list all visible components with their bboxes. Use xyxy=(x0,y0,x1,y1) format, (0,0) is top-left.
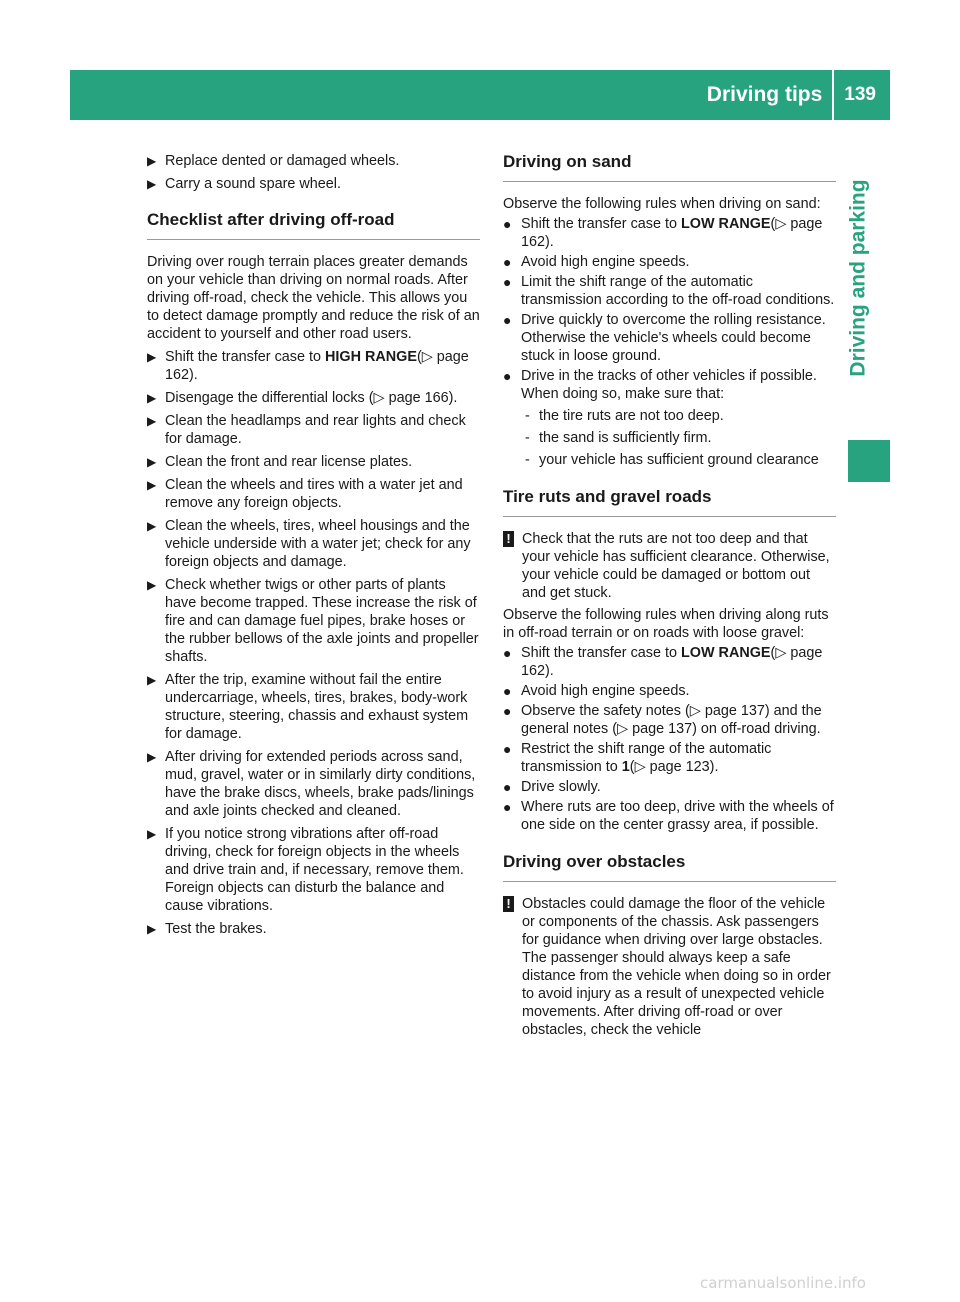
dash-icon: - xyxy=(525,430,530,446)
bullet-icon: ● xyxy=(503,216,512,232)
list-item: ● Shift the transfer case to LOW RANGE(▷ page 162). xyxy=(503,645,823,679)
bullet-icon: ● xyxy=(503,312,512,328)
arrow-icon: ▶ xyxy=(147,154,157,168)
list-item: ● Where ruts are too deep, drive with the wheels of one side on the center grassy area, if possible. xyxy=(503,799,834,833)
sub-list xyxy=(503,407,836,469)
list-item: ● Drive in the tracks of other vehicles if possible. When doing so, make sure that: xyxy=(503,368,817,402)
section-heading: Checklist after driving off-road xyxy=(147,210,480,240)
left-column xyxy=(147,140,480,938)
warning-icon: ! xyxy=(503,531,514,547)
list-item: ▶ If you notice strong vibrations after off-road driving, check for foreign objects in the wheels and drive train and, if necessary, remove them. Foreign objects can disturb the balance and cause vibrations. xyxy=(147,826,464,914)
list-item: ● Drive slowly. xyxy=(503,779,601,795)
list-item: ● Observe the safety notes (▷ page 137) and the general notes (▷ page 137) on off-road driving. xyxy=(503,703,822,737)
section-title: Driving tips xyxy=(706,83,823,106)
list-item: ▶ Clean the headlamps and rear lights and check for damage. xyxy=(147,413,466,447)
arrow-icon: ▶ xyxy=(147,350,157,364)
side-tab-label: Driving and parking xyxy=(847,179,871,377)
watermark: carmanualsonline.info xyxy=(700,1274,866,1292)
dash-icon: - xyxy=(525,408,530,424)
arrow-icon: ▶ xyxy=(147,578,157,592)
bullet-icon: ● xyxy=(503,741,512,757)
warning-note: ! Obstacles could damage the floor of the vehicle or components of the chassis. Ask passengers for guidance when driving over large obstacles. The passenger should always keep a safe distance from the vehicle when doing so in order to avoid injury as a result of unexpected vehicle movements. After driving off-road or over obstacles, check the vehicle xyxy=(503,895,836,1039)
list-item: ● Shift the transfer case to LOW RANGE(▷ page 162). xyxy=(503,216,823,250)
list-item: ● Avoid high engine speeds. xyxy=(503,254,690,270)
sub-list-item: - your vehicle has sufficient ground clearance xyxy=(521,451,836,469)
dash-icon: - xyxy=(525,452,530,468)
paragraph: Observe the following rules when driving on sand: xyxy=(503,196,821,212)
sub-list-item: - the tire ruts are not too deep. xyxy=(521,407,836,425)
arrow-icon: ▶ xyxy=(147,750,157,764)
arrow-icon: ▶ xyxy=(147,478,157,492)
paragraph: Observe the following rules when driving along ruts in off-road terrain or on roads with loose gravel: xyxy=(503,607,829,641)
sub-list-item: - the sand is sufficiently firm. xyxy=(521,429,836,447)
bullet-icon: ● xyxy=(503,703,512,719)
bullet-icon: ● xyxy=(503,368,512,384)
warning-note: ! Check that the ruts are not too deep and that your vehicle has sufficient clearance. Otherwise, your vehicle could be damaged or bottom out and get stuck. xyxy=(503,530,836,602)
list-item: ▶ Disengage the differential locks (▷ page 166). xyxy=(147,390,458,406)
arrow-icon: ▶ xyxy=(147,455,157,469)
section-heading: Driving over obstacles xyxy=(503,852,836,882)
list-item: ▶ Clean the wheels and tires with a water jet and remove any foreign objects. xyxy=(147,477,463,511)
arrow-icon: ▶ xyxy=(147,391,157,405)
list-item: ▶ Replace dented or damaged wheels. xyxy=(147,153,400,169)
page-number: 139 xyxy=(844,84,876,105)
list-item: ▶ Clean the wheels, tires, wheel housings and the vehicle underside with a water jet; check for any foreign objects and damage. xyxy=(147,518,471,570)
arrow-icon: ▶ xyxy=(147,177,157,191)
side-tab-marker xyxy=(848,440,890,482)
list-item: ▶ Check whether twigs or other parts of plants have become trapped. These increase the risk of fire and can damage fuel pipes, brake hoses or the rubber bellows of the axle joints and propeller shafts. xyxy=(147,577,479,665)
list-item: ▶ After driving for extended periods across sand, mud, gravel, water or in similarly dirty conditions, have the brake discs, wheels, brake pads/linings and axle joints checked and cleaned. xyxy=(147,749,476,819)
arrow-icon: ▶ xyxy=(147,827,157,841)
list-item: ▶ Shift the transfer case to HIGH RANGE(▷ page 162). xyxy=(147,349,469,383)
list-item: ● Restrict the shift range of the automatic transmission to 1(▷ page 123). xyxy=(503,741,772,775)
bullet-icon: ● xyxy=(503,645,512,661)
bullet-icon: ● xyxy=(503,779,512,795)
arrow-icon: ▶ xyxy=(147,414,157,428)
list-item: ▶ Test the brakes. xyxy=(147,921,267,937)
list-item: ▶ Clean the front and rear license plates. xyxy=(147,454,413,470)
list-item: ● Drive quickly to overcome the rolling resistance. Otherwise the vehicle's wheels could become stuck in loose ground. xyxy=(503,312,826,364)
bullet-icon: ● xyxy=(503,799,512,815)
list-item: ● Limit the shift range of the automatic transmission according to the off-road conditions. xyxy=(503,274,835,308)
paragraph: Driving over rough terrain places greater demands on your vehicle than driving on normal roads. After driving off-road, check the vehicle. This allows you to detect damage promptly and reduce the risk of an accident to yourself and other road users. xyxy=(147,254,480,342)
side-tab xyxy=(828,128,890,428)
bullet-icon: ● xyxy=(503,683,512,699)
section-heading: Driving on sand xyxy=(503,152,836,182)
section-heading: Tire ruts and gravel roads xyxy=(503,487,836,517)
bullet-icon: ● xyxy=(503,254,512,270)
warning-icon: ! xyxy=(503,896,514,912)
arrow-icon: ▶ xyxy=(147,519,157,533)
arrow-icon: ▶ xyxy=(147,922,157,936)
list-item: ▶ Carry a sound spare wheel. xyxy=(147,176,341,192)
list-item: ▶ After the trip, examine without fail the entire undercarriage, wheels, tires, brakes, body-work structure, steering, chassis and exhaust system for damage. xyxy=(147,672,469,742)
list-item: ● Avoid high engine speeds. xyxy=(503,683,690,699)
header-bar xyxy=(70,70,890,120)
arrow-icon: ▶ xyxy=(147,673,157,687)
right-column xyxy=(503,140,836,1039)
bullet-icon: ● xyxy=(503,274,512,290)
